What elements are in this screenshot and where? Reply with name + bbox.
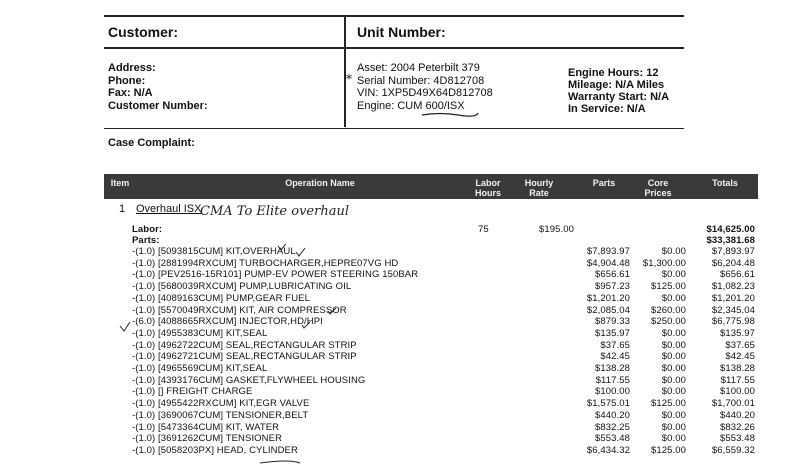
- col-operation: Operation Name: [285, 178, 355, 188]
- warranty-start: Warranty Start: N/A: [568, 91, 670, 103]
- part-description: -(1.0) [4955422RXCUM] KIT,EGR VALVE: [132, 398, 310, 410]
- core-price: $0.00: [661, 292, 686, 304]
- core-price: $0.00: [661, 409, 686, 421]
- line-total: $6,204.48: [711, 257, 755, 269]
- part-price: $656.61: [594, 269, 630, 281]
- core-price: $0.00: [661, 351, 686, 363]
- core-price: $0.00: [661, 327, 686, 339]
- part-description: -(1.0) [4393176CUM] GASKET,FLYWHEEL HOUSING: [132, 374, 366, 386]
- customer-number-label: Customer Number:: [108, 99, 208, 112]
- part-description: -(1.0) [2881994RXCUM] TURBOCHARGER,HEPRE07VG HD: [132, 257, 399, 269]
- core-price: $0.00: [661, 269, 686, 281]
- line-total: $100.00: [719, 386, 755, 398]
- line-total: $42.45: [725, 351, 755, 363]
- part-description: -(1.0) [5680039RXCUM] PUMP,LUBRICATING OIL: [132, 281, 352, 293]
- asset-value: Asset: 2004 Peterbilt 379: [357, 62, 480, 74]
- labor-rate: $195.00: [538, 224, 574, 235]
- part-price: $832.25: [594, 421, 630, 433]
- col-item: Item: [110, 178, 130, 188]
- line-total: $138.28: [719, 363, 755, 374]
- line-total: $7,893.97: [711, 246, 755, 257]
- part-price: $138.28: [594, 363, 630, 374]
- col-totals: Totals: [712, 178, 738, 188]
- part-description: -(1.0) [] FREIGHT CHARGE: [132, 386, 253, 398]
- customer-info: [108, 62, 208, 112]
- line-total: $656.61: [719, 269, 755, 281]
- part-price: $6,434.32: [586, 444, 630, 456]
- line-total: $1,700.01: [711, 398, 755, 410]
- part-price: $553.48: [594, 433, 630, 445]
- line-total: $135.97: [719, 327, 755, 339]
- part-price: $879.33: [594, 316, 630, 328]
- part-price: $440.20: [594, 409, 630, 421]
- header-bottom-rule: [104, 47, 684, 49]
- col-labor-hours: Labor Hours: [474, 178, 501, 198]
- line-total: $117.55: [720, 374, 755, 386]
- labor-hours: 75: [478, 224, 489, 235]
- labor-label: Labor:: [132, 224, 163, 235]
- unit-info: [357, 62, 493, 112]
- part-price: $117.55: [595, 374, 630, 386]
- part-price: $135.97: [594, 327, 630, 339]
- engine-value: Engine: CUM 600/ISX: [357, 99, 465, 112]
- info-bottom-rule: [104, 128, 684, 129]
- in-service: In Service: N/A: [568, 103, 646, 115]
- line-total: $440.20: [719, 409, 755, 421]
- core-price: $260.00: [650, 304, 686, 316]
- part-price: $100.00: [594, 386, 630, 398]
- parts-total: $33,381.68: [706, 235, 755, 246]
- core-price: $125.00: [650, 281, 686, 293]
- part-description: -(1.0) [3690067CUM] TENSIONER,BELT: [132, 409, 309, 421]
- op-name: Overhaul ISX: [136, 203, 202, 215]
- unit-number-label: Unit Number:: [357, 24, 446, 40]
- header-divider: [344, 15, 346, 127]
- handwritten-star-mark: *: [346, 72, 352, 86]
- customer-label: Customer:: [108, 24, 179, 40]
- core-price: $0.00: [661, 386, 686, 398]
- core-price: $0.00: [661, 374, 686, 386]
- col-hourly-rate: Hourly Rate: [524, 178, 554, 198]
- part-description: -(1.0) [4955383CUM] KIT,SEAL: [132, 327, 268, 339]
- part-description: -(1.0) [5093815CUM] KIT,OVERHAUL: [132, 246, 296, 257]
- header-top-rule: [104, 15, 684, 17]
- engine-hours: Engine Hours: 12: [568, 67, 659, 79]
- core-price: $125.00: [650, 398, 686, 410]
- handwritten-checkmarks: [118, 244, 338, 466]
- part-description: -(1.0) [5473364CUM] KIT, WATER: [132, 421, 280, 433]
- part-description: -(1.0) [4965569CUM] KIT,SEAL: [132, 363, 268, 374]
- col-parts: Parts: [592, 178, 616, 188]
- engine-info: [568, 67, 669, 115]
- col-core-prices: Core Prices: [644, 178, 672, 198]
- part-price: $957.23: [594, 281, 630, 293]
- part-price: $4,904.48: [586, 257, 630, 269]
- part-price: $1,575.01: [586, 398, 630, 410]
- vin-value: VIN: 1XP5D49X64D812708: [357, 87, 493, 99]
- core-price: $0.00: [661, 421, 686, 433]
- case-complaint-label: Case Complaint:: [108, 137, 195, 149]
- line-total: $2,345.04: [711, 304, 755, 316]
- part-description: -(1.0) [4962721CUM] SEAL,RECTANGULAR STRIP: [132, 351, 357, 363]
- line-total: $37.65: [725, 339, 755, 351]
- handwritten-note: CMA To Elite overhaul: [200, 204, 349, 219]
- core-price: $0.00: [661, 339, 686, 351]
- line-total: $6,775.98: [711, 316, 755, 328]
- part-description: -(1.0) [3691262CUM] TENSIONER: [132, 433, 283, 445]
- op-number: 1: [119, 203, 126, 215]
- labor-total: $14,625.00: [706, 224, 755, 235]
- core-price: $0.00: [661, 433, 686, 445]
- core-price: $0.00: [661, 246, 686, 257]
- part-description: -(1.0) [5570049RXCUM] KIT, AIR COMPRESSOR: [132, 304, 347, 316]
- part-description: -(1.0) [PEV2516-15R101] PUMP-EV POWER STEERING 150BAR: [132, 269, 419, 281]
- fax-value: Fax: N/A: [108, 87, 153, 99]
- phone-label: Phone:: [108, 74, 146, 87]
- mileage: Mileage: N/A Miles: [568, 79, 665, 91]
- address-label: Address:: [108, 62, 156, 74]
- line-total: $553.48: [719, 433, 755, 445]
- line-total: $832.26: [719, 421, 755, 433]
- core-price: $250.00: [650, 316, 686, 328]
- part-description: -(1.0) [4962722CUM] SEAL,RECTANGULAR STRIP: [132, 339, 357, 351]
- line-total: $1,201.20: [711, 292, 755, 304]
- core-price: $1,300.00: [642, 257, 686, 269]
- part-price: $7,893.97: [586, 246, 630, 257]
- core-price: $0.00: [661, 363, 686, 374]
- parts-label: Parts:: [132, 235, 160, 246]
- part-price: $42.45: [600, 351, 630, 363]
- line-total: $6,559.32: [711, 444, 755, 456]
- part-description: -(1.0) [4089163CUM] PUMP,GEAR FUEL: [132, 292, 310, 304]
- part-description: -(6.0) [4088665RXCUM] INJECTOR,HD/HPI: [132, 316, 323, 328]
- part-price: $2,085.04: [586, 304, 630, 316]
- serial-value: Serial Number: 4D812708: [357, 74, 485, 87]
- core-price: $125.00: [650, 444, 686, 456]
- part-price: $1,201.20: [586, 292, 630, 304]
- line-total: $1,082.23: [711, 281, 755, 293]
- handwritten-underline: [420, 110, 480, 118]
- part-description: -(1.0) [5058203PX] HEAD, CYLINDER: [132, 444, 298, 456]
- part-price: $37.65: [600, 339, 630, 351]
